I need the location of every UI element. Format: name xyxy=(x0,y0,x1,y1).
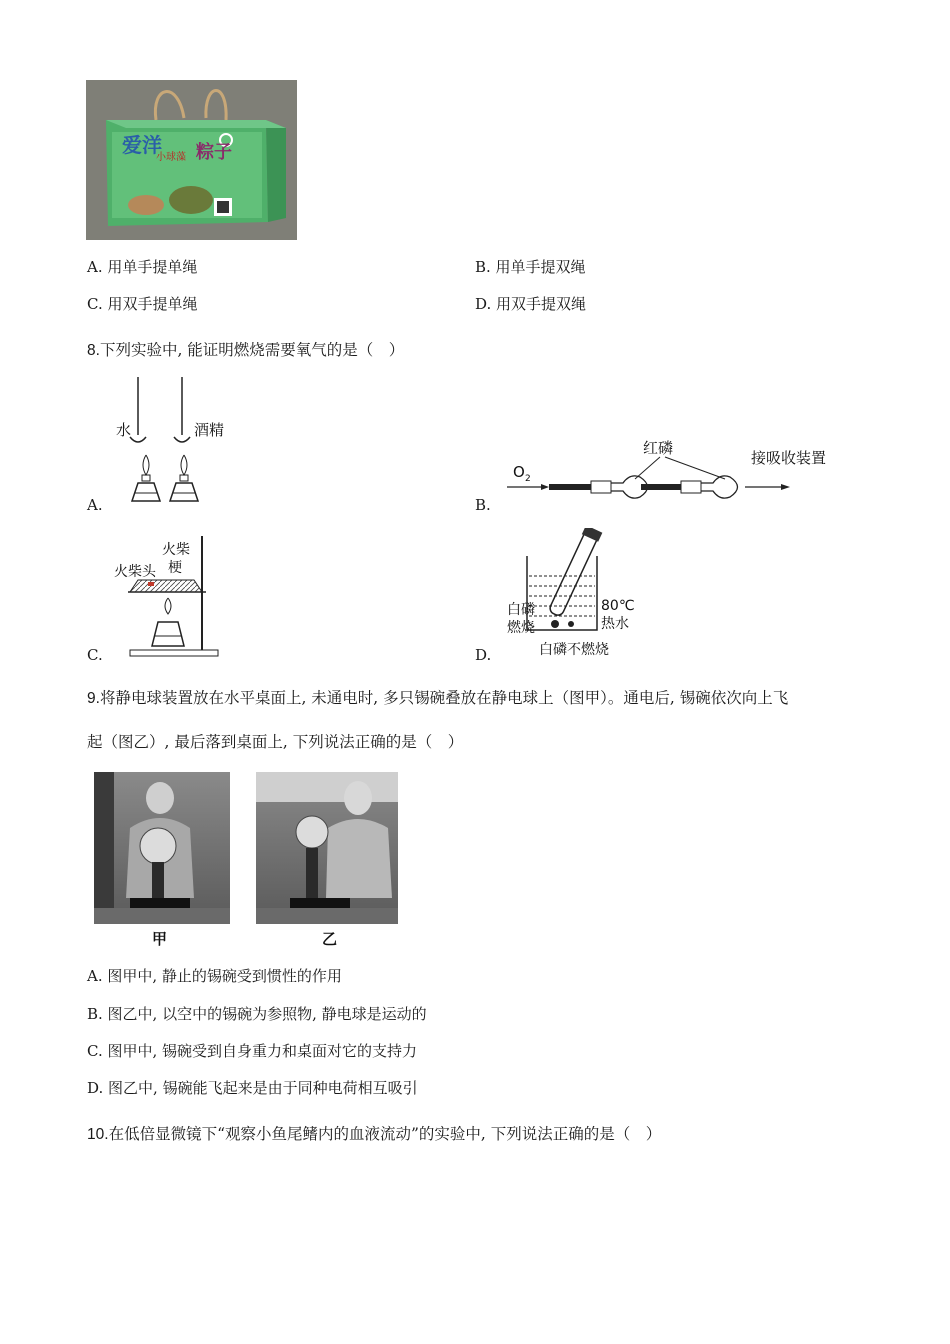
q8-option-b: B. xyxy=(475,496,491,514)
q8-figure-c xyxy=(110,532,230,660)
q8-figure-d xyxy=(505,528,655,660)
box-title-3: 粽子 xyxy=(196,142,232,163)
label-alcohol: 酒精 xyxy=(194,421,225,439)
q9-option-a: A. 图甲中, 静止的锡碗受到惯性的作用 xyxy=(87,967,342,985)
q8-stem-text: 下列实验中, 能证明燃烧需要氧气的是（ ） xyxy=(99,341,405,359)
q9-stem-line1 xyxy=(87,686,788,708)
q8-stem xyxy=(87,338,404,360)
photo-label-right: 乙 xyxy=(322,930,338,948)
q7-option-c: C. 用双手提单绳 xyxy=(87,295,198,313)
label-white-p-burn-1: 白磷 xyxy=(507,602,535,618)
q8-figure-a xyxy=(110,375,250,505)
label-hot-water: 热水 xyxy=(601,616,629,632)
label-o2-sub: 2 xyxy=(525,474,531,484)
label-white-p-burn-2: 燃烧 xyxy=(507,620,535,636)
q8-option-c: C. xyxy=(87,646,103,664)
q8-figure-b xyxy=(505,433,845,503)
q7-option-b: B. 用单手提双绳 xyxy=(475,258,586,276)
label-o2: O xyxy=(513,463,525,481)
gift-box-image xyxy=(86,80,297,240)
label-receiver: 接吸收装置 xyxy=(751,449,827,467)
label-water: 水 xyxy=(116,421,132,439)
q10-number: 10. xyxy=(87,1126,109,1143)
q9-number: 9. xyxy=(87,690,100,707)
q8-option-d: D. xyxy=(475,646,492,664)
q9-option-b: B. 图乙中, 以空中的锡碗为参照物, 静电球是运动的 xyxy=(87,1005,427,1023)
q10-stem xyxy=(87,1122,661,1144)
q9-option-c: C. 图甲中, 锡碗受到自身重力和桌面对它的支持力 xyxy=(87,1042,418,1060)
q10-stem-text: 在低倍显微镜下“观察小鱼尾鳍内的血液流动”的实验中, 下列说法正确的是（ ） xyxy=(108,1125,662,1143)
q7-option-d: D. 用双手提双绳 xyxy=(475,295,587,313)
label-red-phosphorus: 红磷 xyxy=(643,439,674,457)
label-white-p-no-burn: 白磷不燃烧 xyxy=(539,642,609,658)
label-temp: 80℃ xyxy=(601,598,635,614)
box-title-2: 小球藻 xyxy=(156,152,186,163)
q8-option-a: A. xyxy=(87,496,103,514)
label-match-stick-2: 梗 xyxy=(168,560,182,576)
q9-stem-line2: 起（图乙）, 最后落到桌面上, 下列说法正确的是（ ） xyxy=(87,733,464,751)
q7-option-a: A. 用单手提单绳 xyxy=(87,258,198,276)
q9-stem-text-1: 将静电球装置放在水平桌面上, 未通电时, 多只锡碗叠放在静电球上（图甲）。通电后, 锡碗依次向上飞 xyxy=(99,689,789,707)
q9-photos xyxy=(90,768,402,948)
q9-option-d: D. 图乙中, 锡碗能飞起来是由于同种电荷相互吸引 xyxy=(87,1079,418,1097)
label-match-stick-1: 火柴 xyxy=(162,542,190,558)
photo-label-left: 甲 xyxy=(152,930,168,948)
q8-number: 8. xyxy=(87,342,100,359)
label-match-head: 火柴头 xyxy=(114,564,156,580)
box-title-1: 爱洋 xyxy=(122,133,162,157)
